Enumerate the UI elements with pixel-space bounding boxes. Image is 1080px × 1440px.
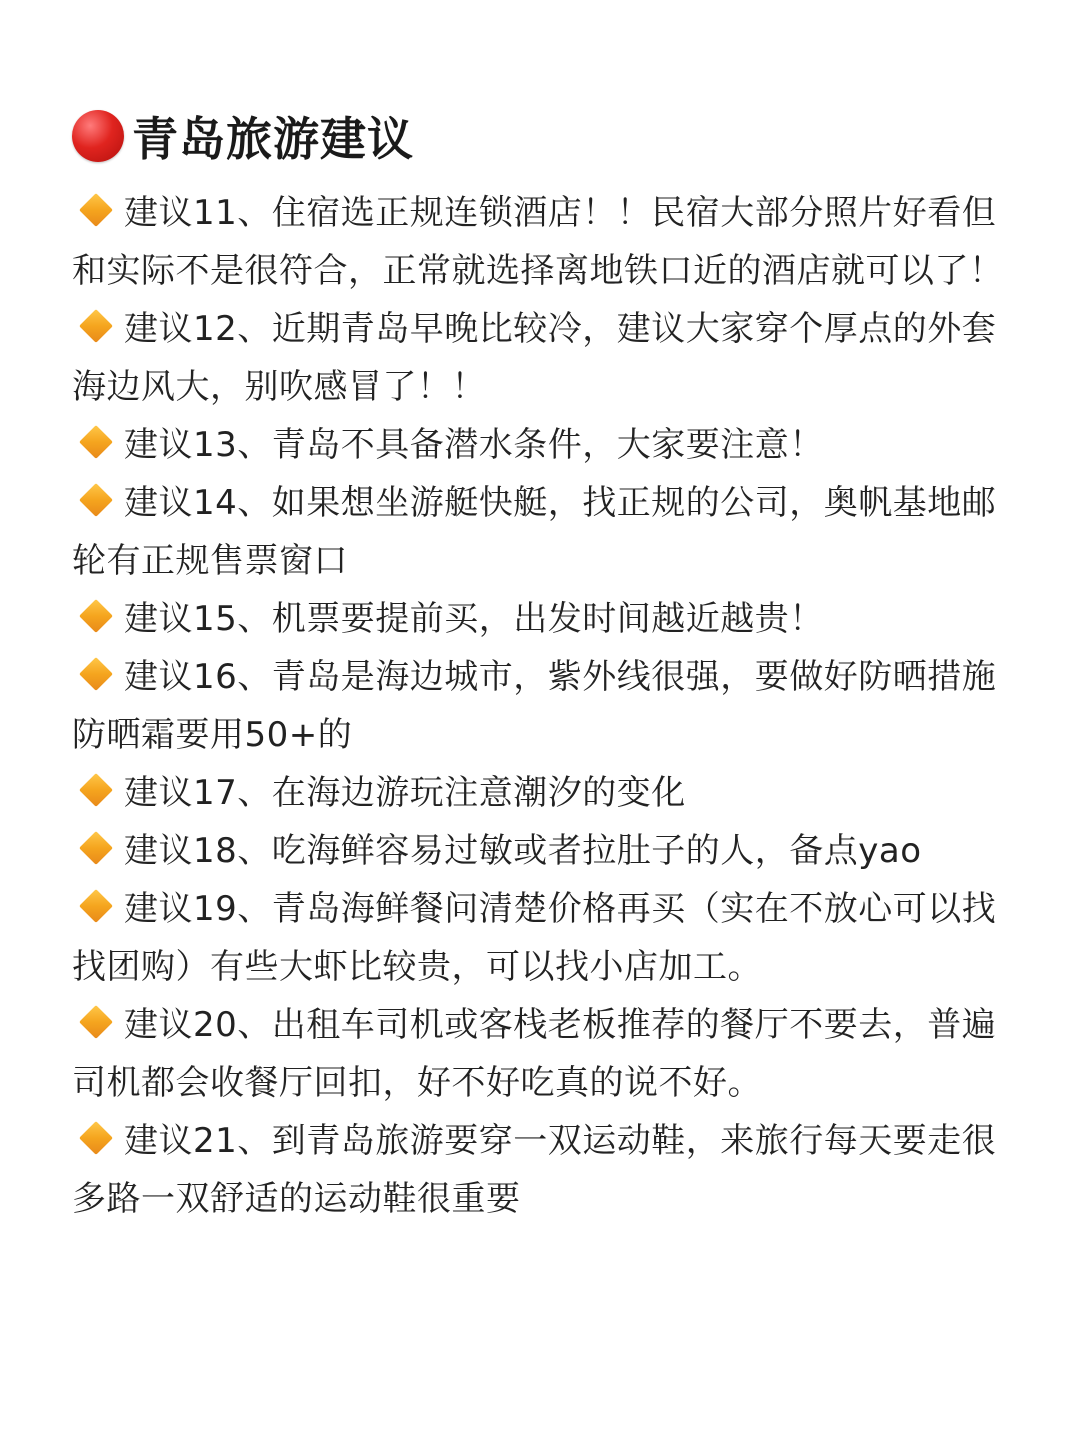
tip-text: 建议16、青岛是海边城市，紫外线很强，要做好防晒措施防晒霜要用50+的 xyxy=(72,657,997,755)
tip-text: 建议15、机票要提前买，出发时间越近越贵！ xyxy=(124,599,824,639)
tip-text: 建议13、青岛不具备潜水条件，大家要注意！ xyxy=(124,425,824,465)
tip-item xyxy=(72,822,1012,880)
tip-item xyxy=(72,184,1012,300)
orange-diamond-icon xyxy=(79,1121,113,1155)
tip-item xyxy=(72,764,1012,822)
tips-list xyxy=(72,184,1012,1228)
title-row xyxy=(72,100,1012,172)
tip-text: 建议14、如果想坐游艇快艇，找正规的公司，奥帆基地邮轮有正规售票窗口 xyxy=(72,483,997,581)
tip-text: 建议21、到青岛旅游要穿一双运动鞋，来旅行每天要走很多路一双舒适的运动鞋很重要 xyxy=(72,1121,997,1219)
red-circle-icon xyxy=(72,110,124,162)
tip-text: 建议11、住宿选正规连锁酒店！！民宿大部分照片好看但和实际不是很符合，正常就选择离地铁口近的酒店就可以了！ xyxy=(72,193,1004,291)
page-title: 青岛旅游建议 xyxy=(132,112,414,166)
orange-diamond-icon xyxy=(79,657,113,691)
orange-diamond-icon xyxy=(79,309,113,343)
tip-item xyxy=(72,996,1012,1112)
tip-text: 建议12、近期青岛早晚比较冷，建议大家穿个厚点的外套海边风大，别吹感冒了！！ xyxy=(72,309,997,407)
note-content xyxy=(72,100,1012,1228)
orange-diamond-icon xyxy=(79,831,113,865)
tip-item xyxy=(72,300,1012,416)
orange-diamond-icon xyxy=(79,425,113,459)
tip-text: 建议17、在海边游玩注意潮汐的变化 xyxy=(124,773,686,813)
orange-diamond-icon xyxy=(79,773,113,807)
tip-text: 建议18、吃海鲜容易过敏或者拉肚子的人，备点yao xyxy=(124,831,922,871)
orange-diamond-icon xyxy=(79,193,113,227)
tip-item xyxy=(72,590,1012,648)
orange-diamond-icon xyxy=(79,889,113,923)
orange-diamond-icon xyxy=(79,1005,113,1039)
orange-diamond-icon xyxy=(79,483,113,517)
tip-text: 建议20、出租车司机或客栈老板推荐的餐厅不要去，普遍司机都会收餐厅回扣，好不好吃真的说不好。 xyxy=(72,1005,997,1103)
tip-item xyxy=(72,648,1012,764)
tip-text: 建议19、青岛海鲜餐问清楚价格再买（实在不放心可以找找团购）有些大虾比较贵，可以找小店加工。 xyxy=(72,889,997,987)
tip-item xyxy=(72,1112,1012,1228)
tip-item xyxy=(72,474,1012,590)
tip-item xyxy=(72,880,1012,996)
tip-item xyxy=(72,416,1012,474)
orange-diamond-icon xyxy=(79,599,113,633)
